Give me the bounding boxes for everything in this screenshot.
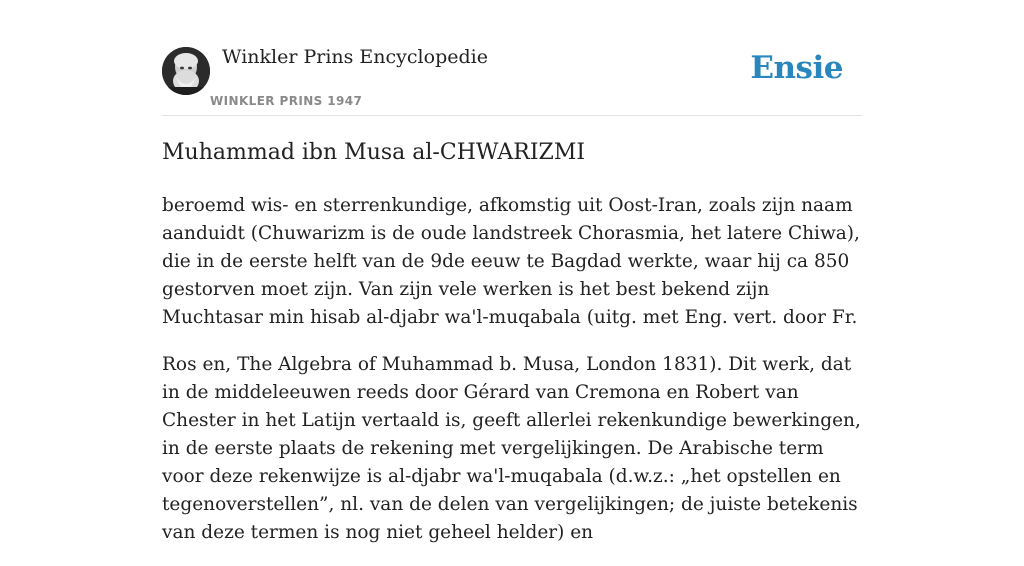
- brand-logo[interactable]: Ensie: [750, 50, 843, 86]
- article-body: [162, 192, 862, 566]
- page: [162, 0, 862, 543]
- avatar-portrait-icon: [162, 47, 210, 95]
- article-paragraph: beroemd wis- en sterrenkundige, afkomstig uit Oost-Iran, zoals zijn naam aanduidt (Chuwarizm is de oude landstreek Chorasmia, het latere Chiwa), die in de eerste helft van de 9de eeuw te Bagdad werkte, waar hij ca 850 gestorven moet zijn. Van zijn vele werken is het best bekend zijn Muchtasar min hisab al-djabr wa'l-muqabala (uitg. met Eng. vert. door Fr.: [162, 195, 860, 328]
- site-header: [162, 0, 862, 116]
- site-name[interactable]: Winkler Prins Encyclopedie: [222, 46, 488, 68]
- article-title: Muhammad ibn Musa al-CHWARIZMI: [162, 140, 586, 165]
- article-paragraph: Ros en, The Algebra of Muhammad b. Musa, London 1831). Dit werk, dat in de middeleeuwen reeds door Gérard van Cremona en Robert van Chester in het Latijn vertaald is, geeft allerlei rekenkundige bewerkingen, in de eerste plaats de rekening met vergelijkingen. De Arabische term voor deze rekenwijze is al-djabr wa'l-muqabala (d.w.z.: „het opstellen en tegenoverstellen”, nl. van de delen van vergelijkingen; de juiste betekenis van deze termen is nog niet geheel helder) en: [162, 354, 861, 543]
- author-avatar: [162, 47, 210, 95]
- edition-label[interactable]: WINKLER PRINS 1947: [210, 94, 363, 108]
